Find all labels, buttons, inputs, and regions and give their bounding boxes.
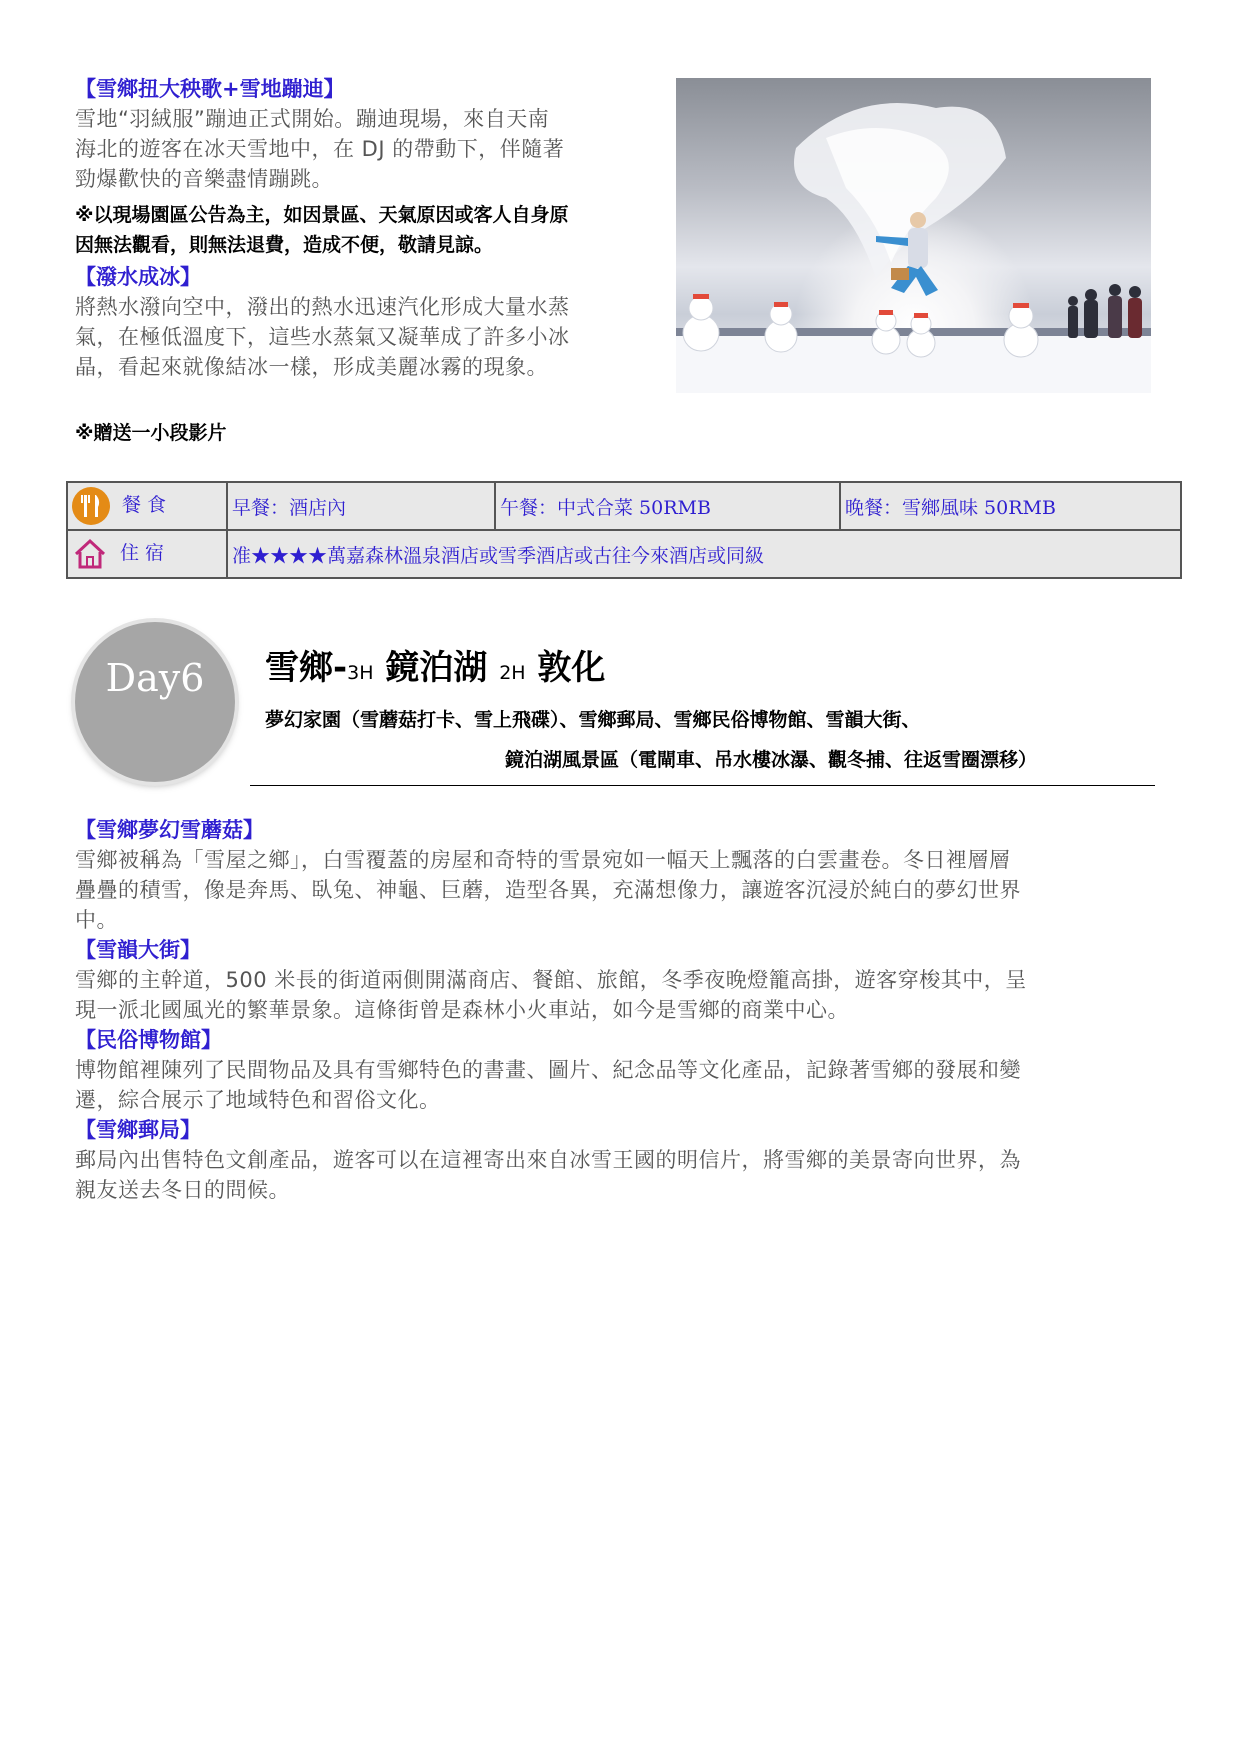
section-heading-snow-disco: 【雪鄉扭大秧歌+雪地蹦迪】 (75, 77, 345, 101)
meals-label: 餐 食 (122, 494, 167, 516)
water-to-ice-photo (676, 78, 1151, 393)
day-itinerary-line: 鏡泊湖風景區（電閘車、吊水樓冰瀑、觀冬捕、往返雪圈漂移） (505, 749, 1038, 771)
text-line: 勁爆歡快的音樂盡情蹦跳。 (75, 167, 333, 191)
utensils-icon (72, 487, 110, 525)
section-heading: 【雪鄉夢幻雪蘑菇】 (75, 818, 264, 842)
route-stop: 敦化 (525, 648, 606, 688)
photo-illustration (676, 78, 1151, 393)
section-heading: 【雪鄉郵局】 (75, 1118, 201, 1142)
lunch-cell: 午餐：中式合菜 50RMB (495, 482, 840, 530)
text-line: 遷，綜合展示了地域特色和習俗文化。 (75, 1088, 441, 1112)
house-icon (72, 537, 108, 571)
text-line: 雪鄉被稱為「雪屋之鄉」，白雪覆蓋的房屋和奇特的雪景宛如一幅天上飄落的白雲畫卷。冬日裡層層 (75, 848, 1011, 872)
dinner-cell: 晚餐：雪鄉風味 50RMB (840, 482, 1181, 530)
section-heading: 【民俗博物館】 (75, 1028, 222, 1052)
day-badge (75, 622, 235, 782)
text-line: 因無法觀看，則無法退費，造成不便，敬請見諒。 (75, 234, 494, 256)
meals-lodging-table (66, 481, 1182, 579)
text-line: 雪鄉的主幹道，500 米長的街道兩側開滿商店、餐館、旅館，冬季夜晚燈籠高掛，遊客穿梭其中，呈 (75, 968, 1027, 992)
refund-notice (75, 200, 675, 260)
text-line: 親友送去冬日的問候。 (75, 1178, 290, 1202)
lodging-label-cell (67, 530, 227, 578)
day-badge-label: Day6 (105, 656, 205, 700)
water-to-ice-description (75, 292, 655, 382)
section-description (75, 1055, 1175, 1115)
text-line: 晶，看起來就像結冰一樣，形成美麗冰霧的現象。 (75, 355, 548, 379)
text-line: ※以現場園區公告為主，如因景區、天氣原因或客人自身原 (75, 204, 569, 226)
meals-label-cell (67, 482, 227, 530)
route-stop: 鏡泊湖 (373, 648, 500, 688)
section-description (75, 965, 1175, 1025)
section-heading-water-to-ice: 【潑水成冰】 (75, 265, 201, 289)
section-description (75, 845, 1175, 935)
day-itinerary-line: 夢幻家園（雪蘑菇打卡、雪上飛碟）、雪鄉郵局、雪鄉民俗博物館、雪韻大街、 (265, 709, 921, 731)
text-line: 郵局內出售特色文創產品，遊客可以在這裡寄出來自冰雪王國的明信片，將雪鄉的美景寄向世界，為 (75, 1148, 1021, 1172)
text-line: 將熱水潑向空中，潑出的熱水迅速汽化形成大量水蒸 (75, 295, 570, 319)
text-line: 氣，在極低溫度下，這些水蒸氣又凝華成了許多小冰 (75, 325, 570, 349)
divider (250, 785, 1155, 786)
meals-row (67, 482, 1181, 530)
text-line: 現一派北國風光的繁華景象。這條街曾是森林小火車站，如今是雪鄉的商業中心。 (75, 998, 849, 1022)
breakfast-cell: 早餐：酒店內 (227, 482, 495, 530)
route-duration: 3H (347, 662, 374, 684)
lodging-row (67, 530, 1181, 578)
text-line: 博物館裡陳列了民間物品及具有雪鄉特色的書畫、圖片、紀念品等文化產品，記錄著雪鄉的發展和變 (75, 1058, 1021, 1082)
snow-disco-description (75, 104, 655, 194)
text-line: 海北的遊客在冰天雪地中，在 DJ 的帶動下，伴隨著 (75, 137, 565, 161)
section-heading: 【雪韻大街】 (75, 938, 201, 962)
hotel-cell: 准★★★★萬嘉森林溫泉酒店或雪季酒店或古往今來酒店或同級 (227, 530, 1181, 578)
text-line: 雪地“羽絨服”蹦迪正式開始。蹦迪現場，來自天南 (75, 107, 550, 131)
route-duration: 2H (499, 662, 526, 684)
attractions-list (75, 815, 1175, 1205)
route-stop: 雪鄉- (265, 648, 348, 688)
section-description (75, 1145, 1175, 1205)
lodging-label: 住 宿 (120, 542, 165, 564)
text-line: 中。 (75, 908, 118, 932)
gift-video-note: ※贈送一小段影片 (75, 422, 227, 444)
text-line: 疊疊的積雪，像是奔馬、臥兔、神龜、巨蘑，造型各異，充滿想像力，讓遊客沉浸於純白的夢幻世界 (75, 878, 1021, 902)
day-route-title (265, 640, 605, 689)
